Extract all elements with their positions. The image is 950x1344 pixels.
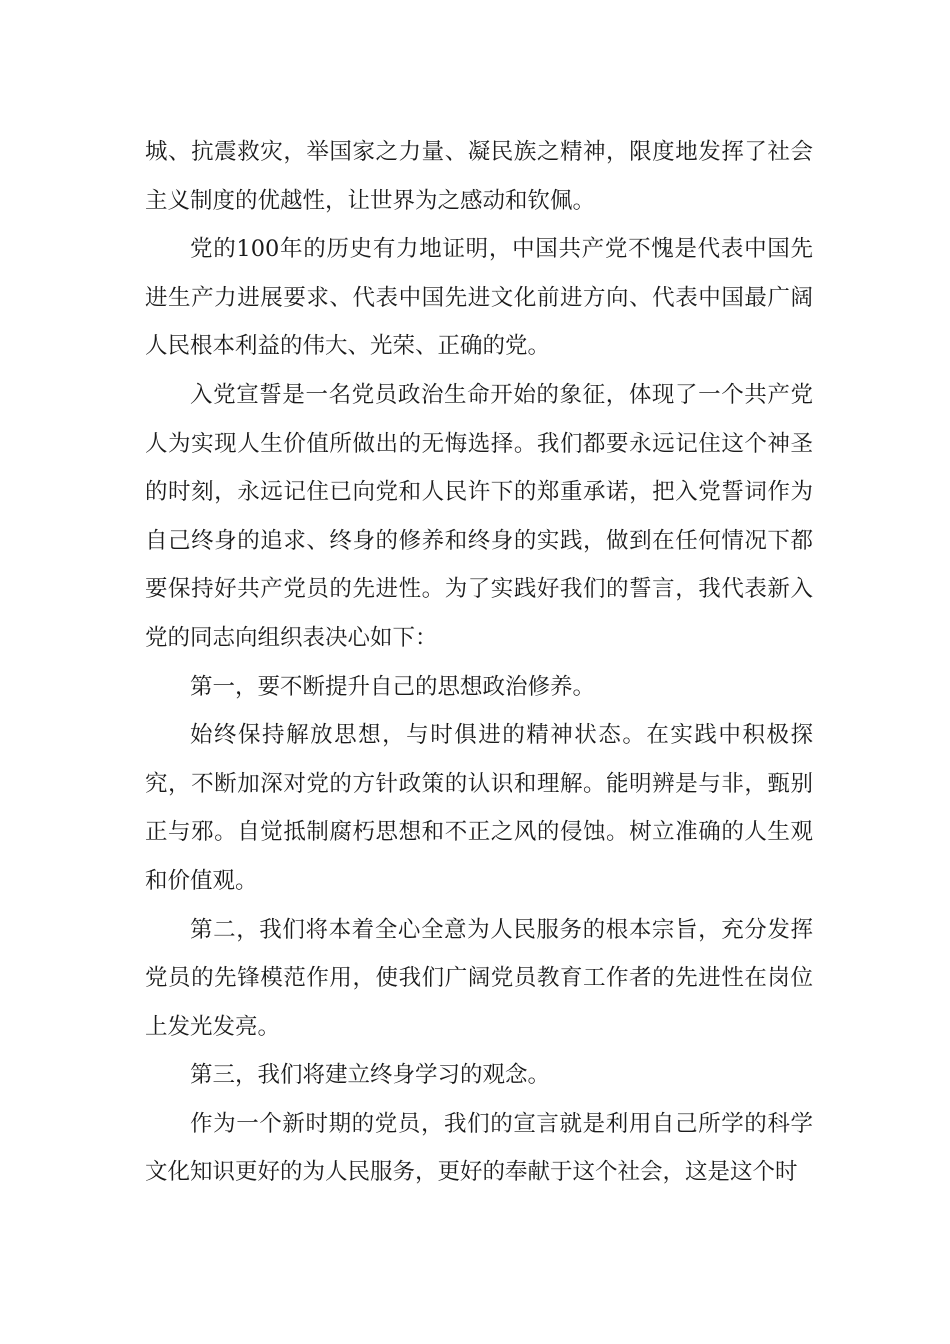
paragraph-history: 党的100年的历史有力地证明，中国共产党不愧是代表中国先进生产力进展要求、代表中国先进文化前进方向、代表中国最广阔人民根本利益的伟大、光荣、正确的党。 <box>145 236 813 360</box>
paragraph-point-two: 第二，我们将本着全心全意为人民服务的根本宗旨，充分发挥党员的先锋模范作用，使我们广阔党员教育工作者的先进性在岗位上发光发亮。 <box>145 916 813 1040</box>
document-body <box>145 128 813 1197</box>
paragraph-oath: 入党宣誓是一名党员政治生命开始的象征，体现了一个共产党人为实现人生价值所做出的无悔选择。我们都要永远记住这个神圣的时刻，永远记住已向党和人民许下的郑重承诺，把入党誓词作为自己终身的追求、终身的修养和终身的实践，做到在任何情况下都要保持好共产党员的先进性。为了实践好我们的誓言，我代表新入党的同志向组织表决心如下： <box>145 381 813 651</box>
paragraph-point-one-detail: 始终保持解放思想，与时俱进的精神状态。在实践中积极探究，不断加深对党的方针政策的认识和理解。能明辨是与非，甄别正与邪。自觉抵制腐朽思想和不正之风的侵蚀。树立准确的人生观和价值观。 <box>145 722 813 894</box>
paragraph-continuation: 城、抗震救灾，举国家之力量、凝民族之精神，限度地发挥了社会主义制度的优越性，让世界为之感动和钦佩。 <box>145 139 813 214</box>
paragraph-point-three: 第三，我们将建立终身学习的观念。 <box>190 1062 551 1089</box>
paragraph-point-one: 第一，要不断提升自己的思想政治修养。 <box>190 673 596 700</box>
paragraph-point-three-detail: 作为一个新时期的党员，我们的宣言就是利用自己所学的科学文化知识更好的为人民服务，更好的奉献于这个社会，这是这个时 <box>145 1110 813 1186</box>
